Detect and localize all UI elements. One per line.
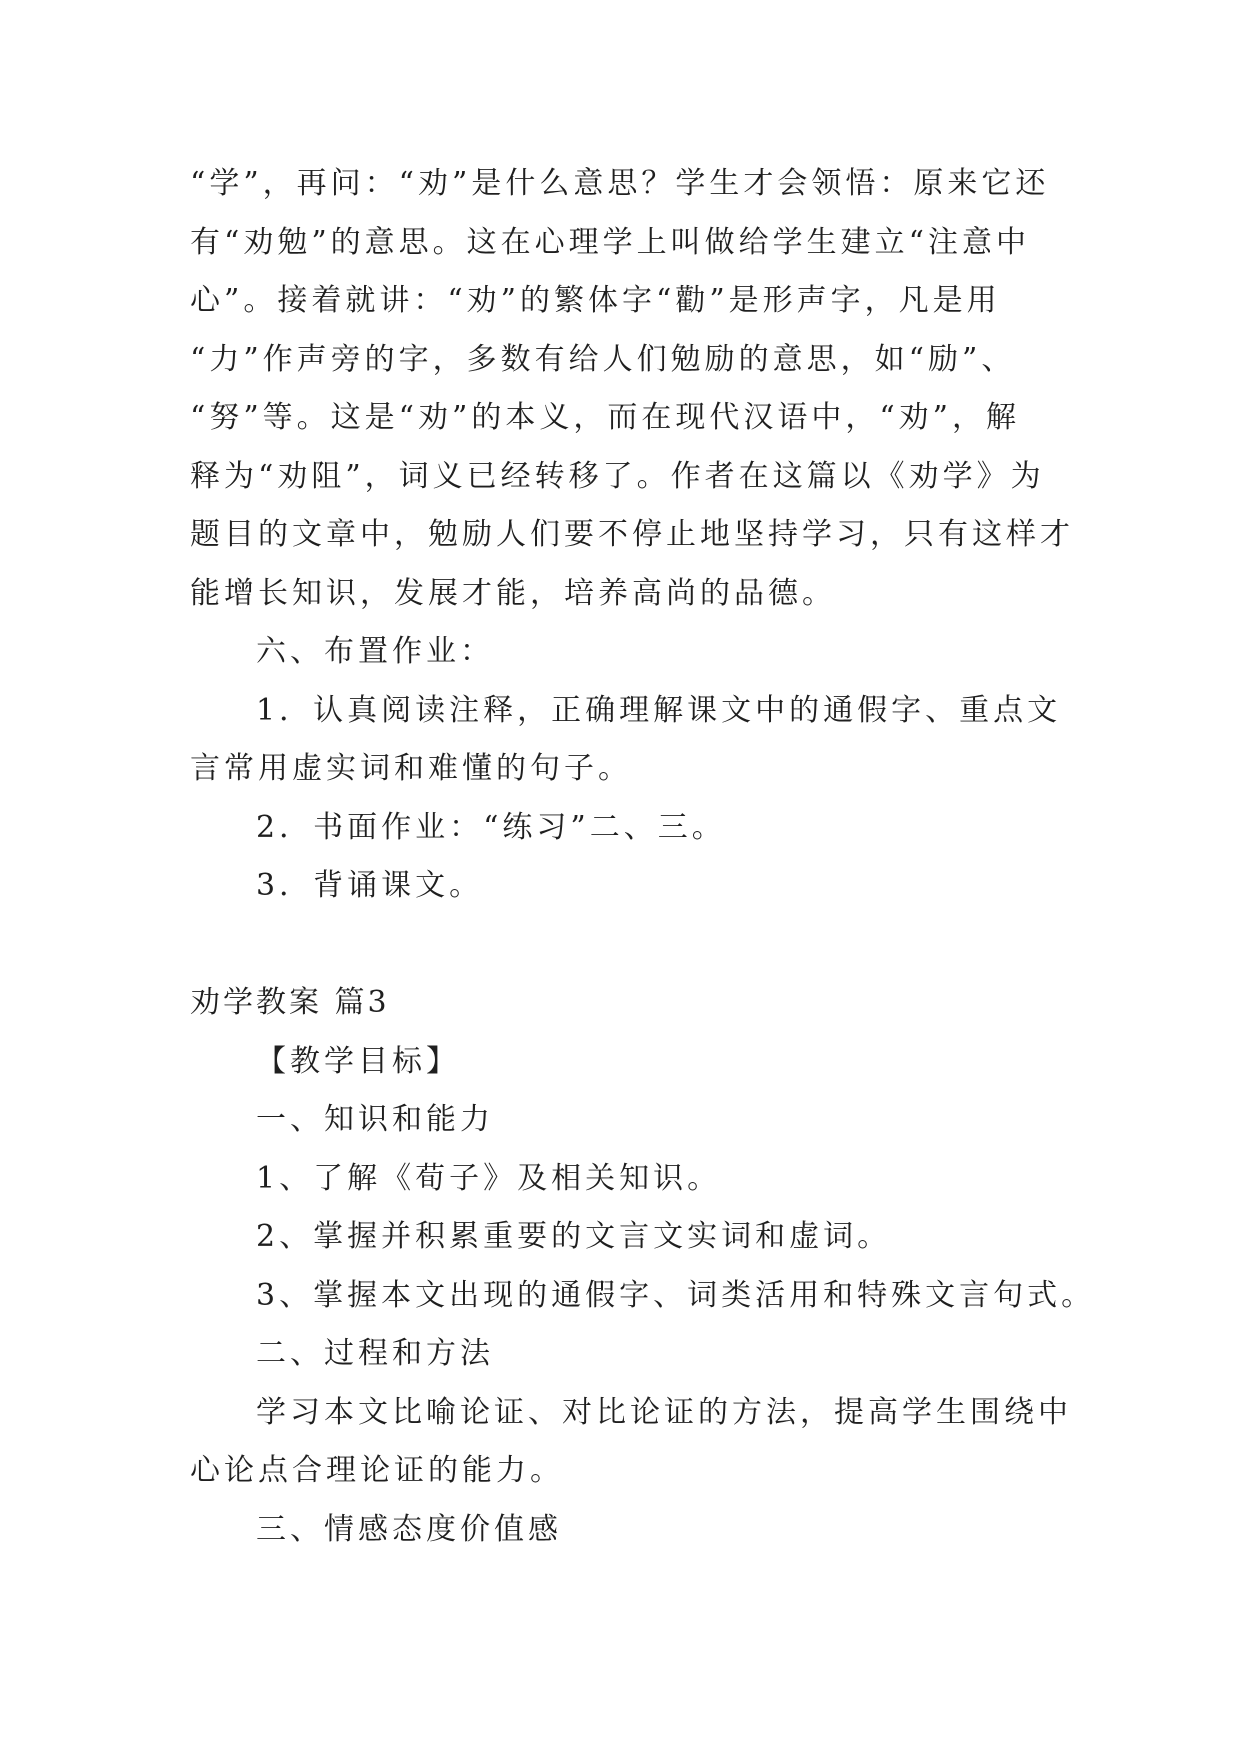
paragraph-line: 能增长知识，发展才能，培养高尚的品德。 xyxy=(190,575,836,611)
knowledge-item-2: 2、掌握并积累重要的文言文实词和虚词。 xyxy=(256,1219,892,1254)
process-line: 心论点合理论证的能力。 xyxy=(190,1453,564,1488)
paragraph-line: 心”。接着就讲：“劝”的繁体字“勸”是形声字，凡是用 xyxy=(190,283,1001,318)
paragraph-line: 释为“劝阻”，词义已经转移了。作者在这篇以《劝学》为 xyxy=(190,458,1045,494)
homework-item-3: 3．背诵课文。 xyxy=(256,868,484,903)
paragraph-line: “力”作声旁的字，多数有给人们勉励的意思，如“励”、 xyxy=(190,341,1016,377)
knowledge-heading: 一、知识和能力 xyxy=(256,1102,494,1137)
homework-item-line: 言常用虚实词和难懂的句子。 xyxy=(190,751,632,786)
homework-item-line: 1．认真阅读注释，正确理解课文中的通假字、重点文 xyxy=(256,692,1062,728)
paragraph-line: 有“劝勉”的意思。这在心理学上叫做给学生建立“注意中 xyxy=(190,224,1031,260)
process-paragraph xyxy=(190,1384,1070,1501)
knowledge-item-3: 3、掌握本文出现的通假字、词类活用和特殊文言句式。 xyxy=(256,1277,1096,1313)
process-heading: 二、过程和方法 xyxy=(256,1336,494,1371)
emotion-heading: 三、情感态度价值感 xyxy=(256,1511,562,1547)
homework-heading: 六、布置作业： xyxy=(256,634,494,669)
process-line: 学习本文比喻论证、对比论证的方法，提高学生围绕中 xyxy=(256,1394,1072,1430)
document-body xyxy=(190,155,1096,1559)
objectives-heading: 【教学目标】 xyxy=(256,1043,460,1079)
explanation-paragraph xyxy=(190,155,1074,623)
knowledge-item-1: 1、了解《荀子》及相关知识。 xyxy=(256,1160,722,1196)
section-spacer xyxy=(190,916,1070,975)
paragraph-line: 题目的文章中，勉励人们要不停止地坚持学习，只有这样才 xyxy=(190,517,1074,552)
homework-item-2: 2．书面作业：“练习”二、三。 xyxy=(256,809,726,845)
paragraph-line: “努”等。这是“劝”的本义，而在现代汉语中，“劝”，解 xyxy=(190,400,1021,435)
section-title: 劝学教案 篇3 xyxy=(190,985,390,1020)
paragraph-line: “学”，再问：“劝”是什么意思？学生才会领悟：原来它还 xyxy=(190,166,1050,201)
homework-item-1 xyxy=(190,682,1070,799)
